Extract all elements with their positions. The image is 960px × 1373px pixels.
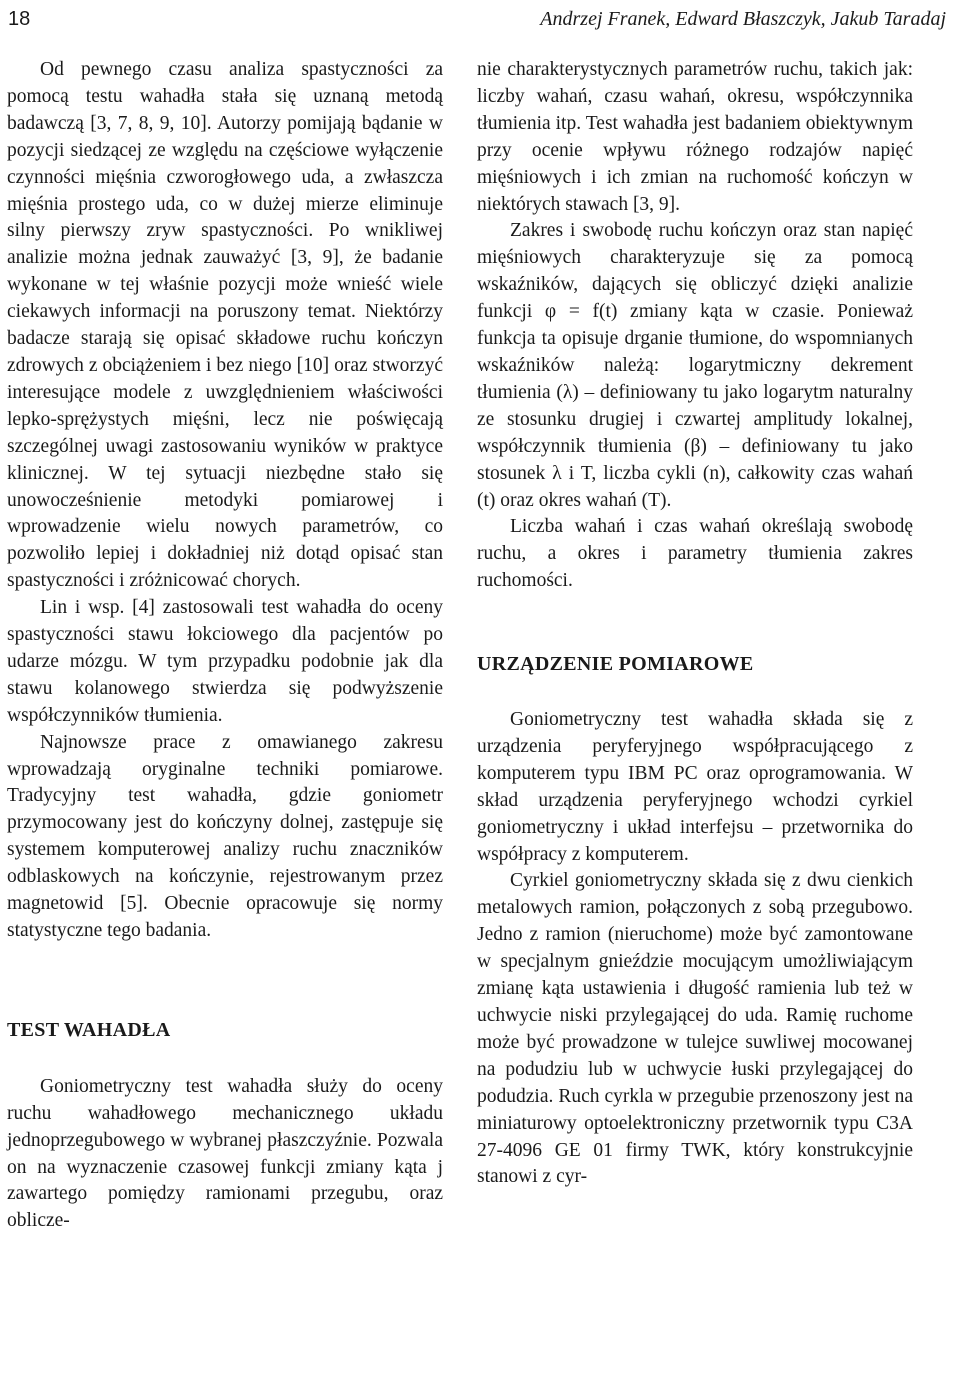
paragraph: nie charakterystycznych parametrów ruchu, takich jak: liczby wahań, czasu wahań, okresu, współczynnika tłumienia itp. Test wahadła jest badaniem obiektywnym przy ocenie wpływu różnego rodzajów napięć mięśniowych i ich zmian na ruchomość kończyn w niektórych stawach [3, 9].	[477, 59, 913, 215]
paragraph: Goniometryczny test wahadła służy do oceny ruchu wahadłowego mechanicznego układu jednoprzegubowego w wybranej płaszczyźnie. Pozwala on na wyznaczenie czasowej funkcji zmiany kąta j zawartego pomiędzy ramionami przegubu, oraz oblicze-	[7, 1075, 443, 1232]
paragraph: Zakres i swobodę ruchu kończyn oraz stan napięć mięśniowych charakteryzuje się za pomocą wskaźników, dających się obliczyć dzięki analizie funkcji φ = f(t) zmiany kąta w czasie. Ponieważ funkcja ta opisuje drganie tłumione, do wspomnianych wskaźników należą: logarytmiczny dekrement tłumienia (λ) – definiowany tu jako logarytm naturalny ze stosunku drugiej i czwartej amplitudy lokalnej, współczynnik tłumienia (β) – definiowany tu jako stosunek λ i T, liczba cykli (n), całkowity czas wahań (t) oraz okres wahań (T).	[477, 220, 913, 511]
running-head-authors: Andrzej Franek, Edward Błaszczyk, Jakub Taradaj	[540, 8, 946, 30]
page-header	[4, 4, 946, 34]
paragraph: Cyrkiel goniometryczny składa się z dwu cienkich metalowych ramion, połączonych z sobą przegubowo. Jedno z ramion (nieruchome) może być zamontowane w specjalnym gnieździe mocującym umożliwiającym zmianę kąta ustawienia i długość ramienia lub też w uchwycie niski przylegającej do uda. Ramię ruchome może być prowadzone w tulejce suwliwej mocowanej na podudziu lub w uchwycie łuski przylegającej do podudzia. Ruch cyrkla w przegubie przenoszony jest na miniaturowy optoelektroniczny przetwornik typu C3A 27-4096 GE 01 firmy TWK, który konstrukcyjnie stanowi z cyr-	[477, 870, 913, 1188]
paragraph: Liczba wahań i czas wahań określają swobodę ruchu, a okres i parametry tłumienia zakres ruchomości.	[477, 516, 913, 592]
page-number: 18	[8, 8, 31, 30]
paragraph: Najnowsze prace z omawianego zakresu wprowadzają oryginalne techniki pomiarowe. Tradycyjny test wahadła, gdzie goniometr przymocowany jest do kończyny dolnej, zastępuje się systemem komputerowej analizy ruchu znaczników odblaskowych na kończynie, rejestrowanym przez magnetowid [5]. Obecnie opracowuje się normy statystyczne tego badania.	[7, 731, 443, 941]
paragraph: Od pewnego czasu analiza spastyczności za pomocą testu wahadła stała się uznaną metodą badawczą [3, 7, 8, 9, 10]. Autorzy pomijają bądanie w pozycji siedzącej ze względu na częściowe wyłączenie czynności mięśnia czworogłowego uda, a zwłaszcza mięśnia prostego uda, co w dużej mierze eliminuje silny pierwszy zryw spastyczności. Po wnikliwej analizie można jednak zauważyć [3, 9], że badanie wykonane w tej właśnie pozycji może wnieść wiele ciekawych informacji na poruszony temat. Niektórzy badacze starają się opisać składowe ruchu kończyn zdrowych z obciążeniem i bez niego [10] oraz stworzyć interesujące modele z uwzględnieniem właściwości lepko-sprężystych mięśni, lecz nie poświęcają szczególnej uwagi zastosowaniu wyników w praktyce klinicznej. W tej sytuacji niezbędne stało się unowocześnienie metodyki pomiarowej i wprowadzenie wielu nowych parametrów, co pozwoliło lepiej i dokładniej niż dotąd opisać stan spastyczności i zróżnicować chorych.	[7, 59, 443, 592]
right-column	[477, 57, 913, 1191]
section-heading-test-wahadla: TEST WAHADŁA	[7, 1018, 171, 1041]
left-column	[7, 57, 443, 1235]
paragraph: Lin i wsp. [4] zastosowali test wahadła do oceny spastyczności stawu łokciowego dla pacjentów po udarze mózgu. W tym przypadku podobnie jak dla stawu kolanowego stwierdza się podwyższenie współczynników tłumienia.	[7, 597, 443, 726]
paragraph: Goniometryczny test wahadła składa się z urządzenia peryferyjnego współpracującego z komputerem typu IBM PC oraz oprogramowania. W skład urządzenia peryferyjnego wchodzi cyrkiel goniometryczny i układ interfejsu – przetwornika do współpracy z komputerem.	[477, 709, 913, 865]
section-heading-urzadzenie-pomiarowe: URZĄDZENIE POMIAROWE	[477, 653, 754, 676]
